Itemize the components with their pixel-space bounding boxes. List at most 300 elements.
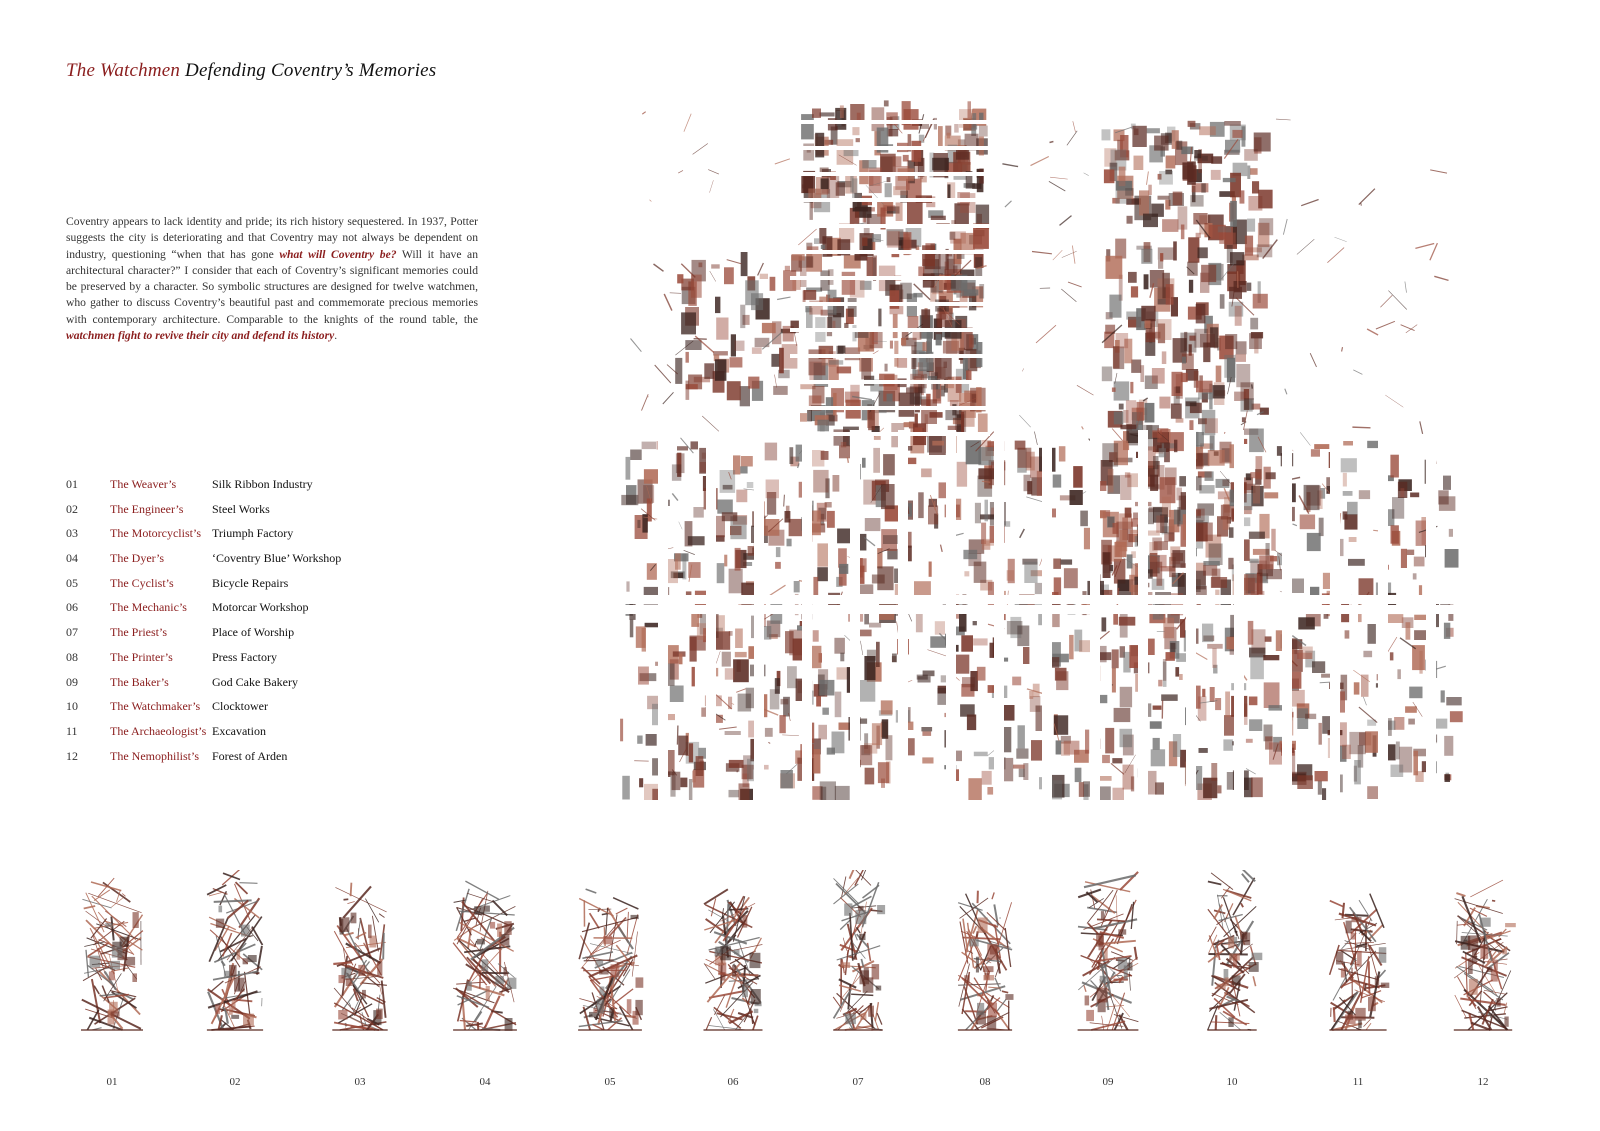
tower-hatch [734, 949, 740, 954]
sketch-hatch [1131, 286, 1138, 297]
sketch-hatch [1150, 721, 1162, 729]
sketch-hatch [975, 503, 981, 524]
tower-hatch [600, 987, 605, 996]
sketch-hatch [691, 441, 699, 449]
sketch-hatch [1079, 640, 1090, 652]
sketch-hatch [1450, 711, 1463, 722]
sketch-hatch [969, 335, 974, 348]
sketch-line [1084, 173, 1089, 176]
sketch-line [1062, 251, 1077, 257]
tower-hatch [868, 1006, 874, 1017]
sketch-hatch [1409, 687, 1422, 699]
tower-hatch [1233, 954, 1237, 968]
tower-hatch [611, 964, 620, 977]
sketch-hatch [1127, 554, 1133, 568]
sketch-line [684, 114, 691, 132]
sketch-hatch [630, 450, 642, 461]
sketch-hatch [1347, 502, 1358, 515]
tower-stroke [586, 889, 597, 893]
sketch-hatch [1159, 397, 1170, 409]
sketch-hatch [1419, 651, 1422, 674]
sketch-hatch [1312, 661, 1325, 673]
sketch-hatch [916, 612, 923, 632]
sketch-hatch [1211, 763, 1217, 781]
sketch-hatch [1205, 471, 1214, 481]
tower-stroke [720, 983, 752, 1018]
sketch-hatch [959, 613, 967, 632]
tower-hatch [219, 906, 223, 913]
sketch-line [710, 180, 714, 193]
sketch-hatch [740, 305, 745, 328]
sketch-hatch [1410, 493, 1419, 498]
tower-stroke [627, 912, 628, 939]
sketch-hatch [1202, 689, 1205, 697]
sketch-hatch [945, 262, 949, 279]
sketch-hatch [1174, 440, 1177, 453]
sketch-hatch [1141, 249, 1152, 264]
sketch-line [1310, 353, 1316, 367]
sketch-hatch [1349, 537, 1357, 542]
sketch-hatch [1061, 742, 1070, 756]
roster-number: 01 [66, 477, 78, 491]
tower-stroke [1456, 893, 1465, 896]
sketch-hatch [826, 397, 834, 413]
sketch-line [941, 545, 943, 552]
tower-hatch [860, 1014, 866, 1020]
sketch-hatch [1419, 585, 1422, 595]
sketch-hatch [1223, 739, 1233, 750]
tower-hatch [751, 989, 761, 1004]
sketch-hatch [1056, 671, 1068, 690]
sketch-hatch [741, 456, 753, 467]
sketch-hatch [893, 186, 907, 195]
sketch-hatch [901, 338, 906, 346]
sketch-hatch [859, 584, 874, 594]
sketch-hatch [820, 270, 829, 290]
sketch-hatch [1198, 247, 1208, 258]
roster-watchman: The Weaver’s [110, 477, 177, 491]
sketch-hatch [1102, 617, 1107, 631]
sketch-hatch [1114, 381, 1130, 400]
tower-stroke [245, 972, 250, 1014]
sketch-hatch [775, 678, 780, 694]
sketch-hatch [1277, 446, 1282, 456]
grid-gap [1426, 430, 1436, 800]
sketch-hatch [1176, 386, 1181, 393]
sketch-hatch [855, 332, 869, 338]
tower-hatch [243, 1014, 254, 1026]
grid-gap [1090, 430, 1100, 800]
sketch-hatch [626, 581, 629, 591]
sketch-hatch [1126, 312, 1138, 320]
sketch-line [1053, 250, 1063, 260]
sketch-hatch [842, 272, 855, 295]
sketch-line [679, 522, 683, 530]
sketch-hatch [835, 786, 850, 800]
sketch-line [1112, 685, 1113, 686]
tower-hatch [1472, 949, 1477, 964]
sketch-hatch [779, 348, 784, 374]
sketch-hatch [1298, 617, 1315, 629]
sketch-hatch [876, 642, 880, 667]
tower-stroke [465, 881, 499, 899]
roster-structure: Steel Works [212, 501, 270, 516]
sketch-hatch [813, 470, 828, 493]
grid-gap [658, 430, 668, 800]
sketch-hatch [887, 394, 893, 402]
sketch-hatch [764, 519, 780, 536]
tower-sketch [1207, 870, 1262, 1030]
sketch-hatch [872, 234, 881, 242]
sketch-hatch [1247, 166, 1250, 180]
tower-hatch [466, 981, 471, 991]
sketch-hatch [968, 101, 972, 118]
sketch-line [1301, 200, 1318, 206]
tower-hatch [1351, 933, 1356, 940]
sketch-hatch [1024, 475, 1031, 492]
page-title [66, 60, 436, 82]
sketch-hatch [1194, 150, 1201, 158]
sketch-hatch [820, 112, 835, 116]
sketch-hatch [827, 748, 835, 755]
sketch-hatch [704, 363, 714, 379]
sketch-hatch [817, 543, 828, 566]
tower-stroke [111, 917, 113, 941]
sketch-hatch [1223, 178, 1236, 182]
tower-hatch [215, 1005, 220, 1014]
tower-stroke [1457, 921, 1458, 944]
tower-hatch [110, 961, 120, 970]
sketch-hatch [1147, 128, 1160, 133]
tower-stroke [1492, 901, 1495, 902]
tower-stroke [613, 898, 638, 909]
sketch-hatch [1228, 558, 1233, 569]
grid-gap [1234, 430, 1244, 800]
sketch-hatch [1161, 694, 1178, 701]
sketch-hatch [887, 231, 900, 247]
sketch-hatch [1263, 655, 1279, 660]
sketch-hatch [766, 480, 779, 499]
tower-stroke [1334, 1007, 1335, 1022]
sketch-hatch [1444, 736, 1453, 756]
sketch-hatch [968, 778, 981, 800]
grid-gap [1330, 430, 1340, 800]
sketch-hatch [717, 563, 725, 583]
sketch-hatch [814, 238, 819, 244]
sketch-hatch [1053, 475, 1062, 488]
sketch-hatch [1159, 448, 1166, 457]
sketch-hatch [686, 381, 690, 400]
sketch-hatch [644, 469, 658, 484]
sketch-hatch [811, 646, 822, 668]
tower-hatch [627, 999, 632, 1013]
sketch-hatch [894, 341, 898, 367]
intro-text-2: Will it have an architectural character?” I consider that each of Coventry’s significant memories could be preserved by a character. So symbolic structures are designed for twelve watchmen, who gather to discuss Coventry’s beautiful past and commemorate precious memories with contemporary architecture. Comparable to the knights of the round table, the [66, 247, 478, 326]
sketch-hatch [1153, 456, 1159, 469]
sketch-line [1049, 181, 1065, 191]
sketch-line [1361, 203, 1362, 206]
sketch-hatch [724, 555, 727, 567]
sketch-hatch [1266, 569, 1282, 579]
tower-hatch [754, 1009, 759, 1013]
sketch-hatch [670, 686, 684, 703]
tower-hatch [1346, 921, 1352, 934]
sketch-hatch [1230, 201, 1237, 227]
sketch-hatch [1199, 126, 1216, 135]
tower-hatch [1358, 1020, 1362, 1029]
sketch-hatch [696, 756, 704, 776]
tower-hatch [1228, 937, 1234, 948]
sketch-hatch [1266, 472, 1276, 479]
sketch-hatch [1300, 515, 1315, 530]
sketch-hatch [1016, 749, 1028, 759]
sketch-hatch [1158, 196, 1170, 200]
sketch-hatch [1246, 739, 1253, 743]
sketch-line [1335, 237, 1347, 242]
roster-number: 05 [66, 575, 78, 590]
roster-number: 08 [66, 649, 78, 664]
sketch-hatch [1397, 669, 1401, 679]
sketch-hatch [985, 500, 989, 522]
sketch-line [1352, 427, 1370, 428]
tower-hatch [504, 921, 511, 935]
sketch-hatch [1156, 516, 1164, 533]
sketch-hatch [1441, 690, 1445, 702]
sketch-hatch [1244, 398, 1254, 410]
sketch-hatch [868, 410, 875, 430]
tower-sketch [207, 870, 263, 1030]
roster-structure: ‘Coventry Blue’ Workshop [212, 551, 342, 566]
sketch-hatch [1056, 740, 1062, 754]
sketch-line [1073, 121, 1076, 132]
sketch-hatch [1240, 190, 1245, 203]
sketch-hatch [1173, 734, 1181, 757]
sketch-hatch [869, 168, 882, 194]
sketch-hatch [845, 347, 860, 360]
sketch-hatch [785, 511, 791, 523]
sketch-hatch [1218, 226, 1231, 232]
sketch-hatch [1190, 195, 1203, 207]
tower-stroke [1208, 882, 1221, 885]
sketch-hatch [1165, 468, 1177, 486]
sketch-line [1297, 239, 1314, 254]
sketch-hatch [956, 149, 969, 160]
roster-structure: God Cake Bakery [212, 674, 298, 689]
sketch-hatch [1144, 274, 1149, 289]
sketch-hatch [821, 787, 826, 800]
tower-hatch [504, 967, 507, 976]
tower-stroke [579, 923, 589, 960]
sketch-line [1300, 432, 1310, 445]
sketch-hatch [1194, 329, 1208, 348]
sketch-hatch [892, 654, 897, 663]
tower-hatch [1505, 923, 1516, 927]
watchmen-towers-row [60, 870, 1540, 1090]
sketch-hatch [1258, 190, 1272, 209]
sketch-hatch [800, 413, 807, 422]
sketch-hatch [932, 441, 944, 446]
tower-label: 05 [604, 1076, 616, 1088]
sketch-hatch [860, 680, 876, 702]
sketch-hatch [765, 443, 777, 461]
sketch-hatch [862, 458, 866, 468]
tower-hatch [964, 975, 969, 984]
tower-hatch [742, 984, 748, 998]
sketch-line [1385, 395, 1403, 407]
sketch-hatch [960, 193, 975, 213]
sketch-line [927, 650, 947, 657]
sketch-hatch [1436, 719, 1448, 729]
tower-stroke [1253, 976, 1255, 986]
sketch-hatch [1163, 659, 1166, 681]
sketch-hatch [1354, 760, 1361, 784]
tower-hatch [1005, 994, 1013, 1000]
sketch-hatch [1210, 435, 1215, 451]
roster-structure: Triumph Factory [212, 526, 294, 541]
sketch-hatch [877, 548, 882, 568]
sketch-hatch [1153, 706, 1162, 710]
sketch-line [1387, 637, 1397, 653]
sketch-hatch [1059, 446, 1066, 461]
sketch-hatch [729, 790, 740, 797]
sketch-hatch [900, 283, 912, 299]
tower-stroke [333, 962, 352, 964]
intro-emphasis-2: watchmen fight to revive their city and defend its history [66, 329, 335, 343]
grid-gap [790, 146, 990, 150]
sketch-hatch [840, 653, 844, 662]
sketch-hatch [1225, 692, 1230, 718]
tower-hatch [1228, 1017, 1233, 1027]
sketch-hatch [1345, 630, 1350, 638]
sketch-hatch [722, 512, 738, 521]
sketch-hatch [1365, 731, 1379, 753]
tower-sketch [332, 883, 387, 1030]
sketch-hatch [691, 275, 702, 298]
sketch-hatch [865, 768, 875, 785]
sketch-hatch [955, 655, 969, 674]
tower-hatch [126, 957, 135, 966]
sketch-hatch [862, 160, 876, 168]
tower-hatch [229, 965, 237, 977]
sketch-hatch [642, 628, 646, 652]
tower-stroke [379, 914, 384, 918]
sketch-line [710, 271, 716, 282]
tower-stroke [1235, 931, 1238, 932]
sketch-line [664, 294, 672, 311]
sketch-hatch [1216, 366, 1222, 383]
sketch-hatch [1256, 456, 1263, 479]
sketch-hatch [1213, 385, 1225, 398]
sketch-hatch [1217, 785, 1221, 793]
sketch-hatch [1314, 444, 1329, 449]
sketch-hatch [1222, 480, 1229, 486]
sketch-hatch [1291, 579, 1304, 594]
sketch-hatch [921, 469, 932, 478]
sketch-hatch [1170, 643, 1175, 653]
sketch-hatch [1166, 284, 1174, 305]
tower-stroke [1470, 880, 1503, 897]
grid-gap [790, 302, 990, 306]
sketch-hatch [672, 464, 681, 480]
sketch-hatch [1053, 559, 1061, 569]
sketch-hatch [686, 352, 689, 363]
tower-hatch [1345, 1015, 1356, 1025]
sketch-line [1405, 282, 1407, 293]
tower-hatch [977, 1003, 984, 1015]
grid-gap [1282, 430, 1292, 800]
sketch-hatch [1120, 729, 1133, 747]
sketch-hatch [1446, 697, 1461, 705]
tower-stroke [92, 979, 100, 1023]
sketch-hatch [1112, 649, 1119, 668]
sketch-hatch [637, 520, 640, 528]
grid-gap [790, 432, 990, 436]
sketch-hatch [979, 284, 984, 299]
tower-hatch [477, 939, 485, 945]
sketch-hatch [1260, 408, 1269, 415]
roster-structure: Clocktower [212, 699, 268, 714]
sketch-hatch [1158, 680, 1162, 687]
sketch-hatch [979, 169, 984, 184]
tower-hatch [505, 1018, 513, 1031]
sketch-hatch [821, 178, 829, 189]
tower-label: 03 [354, 1076, 366, 1088]
tower-stroke [383, 933, 384, 960]
sketch-hatch [840, 105, 844, 118]
sketch-hatch [1166, 156, 1176, 169]
roster-watchman: The Priest’s [110, 625, 167, 640]
tower-hatch [742, 915, 747, 928]
sketch-hatch [1160, 253, 1163, 261]
tower-hatch [858, 906, 864, 911]
tower-hatch [1352, 917, 1362, 922]
tower-stroke [962, 952, 976, 962]
sketch-hatch [733, 659, 749, 682]
tower-stroke [1114, 1015, 1139, 1022]
tower-hatch [1101, 911, 1104, 920]
roster-number: 09 [66, 674, 78, 689]
sketch-hatch [1119, 617, 1136, 626]
sketch-hatch [1259, 218, 1273, 235]
sketch-hatch [1407, 550, 1415, 555]
sketch-hatch [974, 562, 987, 583]
sketch-line [631, 339, 642, 352]
grid-gap [790, 276, 990, 280]
sketch-line [1376, 321, 1395, 329]
sketch-hatch [1186, 401, 1197, 406]
tower-hatch [112, 946, 123, 957]
sketch-hatch [741, 252, 748, 276]
tower-hatch [844, 903, 852, 915]
sketch-line [758, 263, 764, 276]
sketch-hatch [679, 654, 683, 665]
sketch-hatch [923, 273, 935, 287]
tower-stroke [475, 1011, 482, 1022]
roster-watchman: The Archaeologist’s [110, 723, 207, 738]
sketch-hatch [740, 386, 750, 406]
sketch-line [1067, 131, 1077, 146]
sketch-hatch [1125, 508, 1132, 518]
sketch-hatch [1247, 219, 1255, 232]
sketch-hatch [1018, 725, 1025, 748]
sketch-hatch [637, 736, 642, 744]
sketch-hatch [1154, 541, 1168, 550]
grid-gap [790, 328, 990, 332]
sketch-hatch [1202, 624, 1213, 643]
tower-hatch [750, 953, 761, 968]
tower-hatch [495, 976, 504, 984]
sketch-hatch [931, 216, 946, 220]
